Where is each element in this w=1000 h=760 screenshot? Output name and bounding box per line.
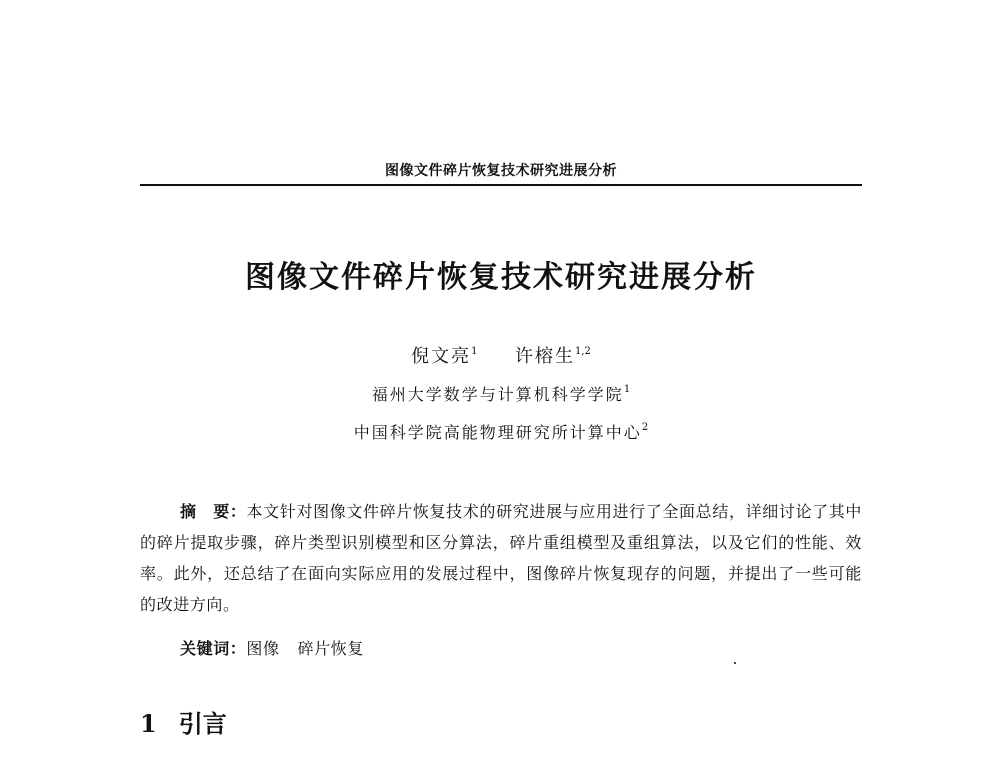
keywords: [180, 636, 364, 659]
keywords-label: 关键词：: [180, 639, 247, 658]
author-affiliation-mark: 1,2: [574, 346, 591, 357]
author-list: [140, 342, 862, 368]
header-rule: [140, 184, 862, 186]
affiliation-mark: 2: [641, 422, 649, 433]
affiliation-name: 福州大学数学与计算机科学学院: [371, 385, 624, 404]
affiliation: [140, 382, 862, 405]
section-number: 1: [140, 709, 157, 738]
abstract: [140, 496, 862, 620]
keyword-item: 图像: [246, 639, 280, 658]
running-header: 图像文件碎片恢复技术研究进展分析: [385, 163, 617, 179]
author-name: 倪文亮: [411, 346, 472, 367]
author-affiliation-mark: 1: [471, 346, 478, 357]
abstract-text: 本文针对图像文件碎片恢复技术的研究进展与应用进行了全面总结，详细讨论了其中的碎片提取步骤，碎片类型识别模型和区分算法，碎片重组模型及重组算法，以及它们的性能、效率。此外，还总结了在面向实际应用的发展过程中，图像碎片恢复现存的问题，并提出了一些可能的改进方向。: [140, 502, 862, 614]
affiliation-mark: 1: [623, 384, 631, 395]
paper-title: 图像文件碎片恢复技术研究进展分析: [245, 260, 757, 295]
author-name: 许榕生: [514, 346, 575, 367]
section-heading: [140, 704, 227, 739]
abstract-label: 摘 要：: [180, 502, 247, 521]
affiliation: [140, 420, 862, 443]
keyword-item: 碎片恢复: [297, 639, 365, 658]
section-title: 引言: [178, 710, 227, 738]
affiliation-name: 中国科学院高能物理研究所计算中心: [353, 423, 642, 442]
scan-speck: [734, 662, 736, 664]
